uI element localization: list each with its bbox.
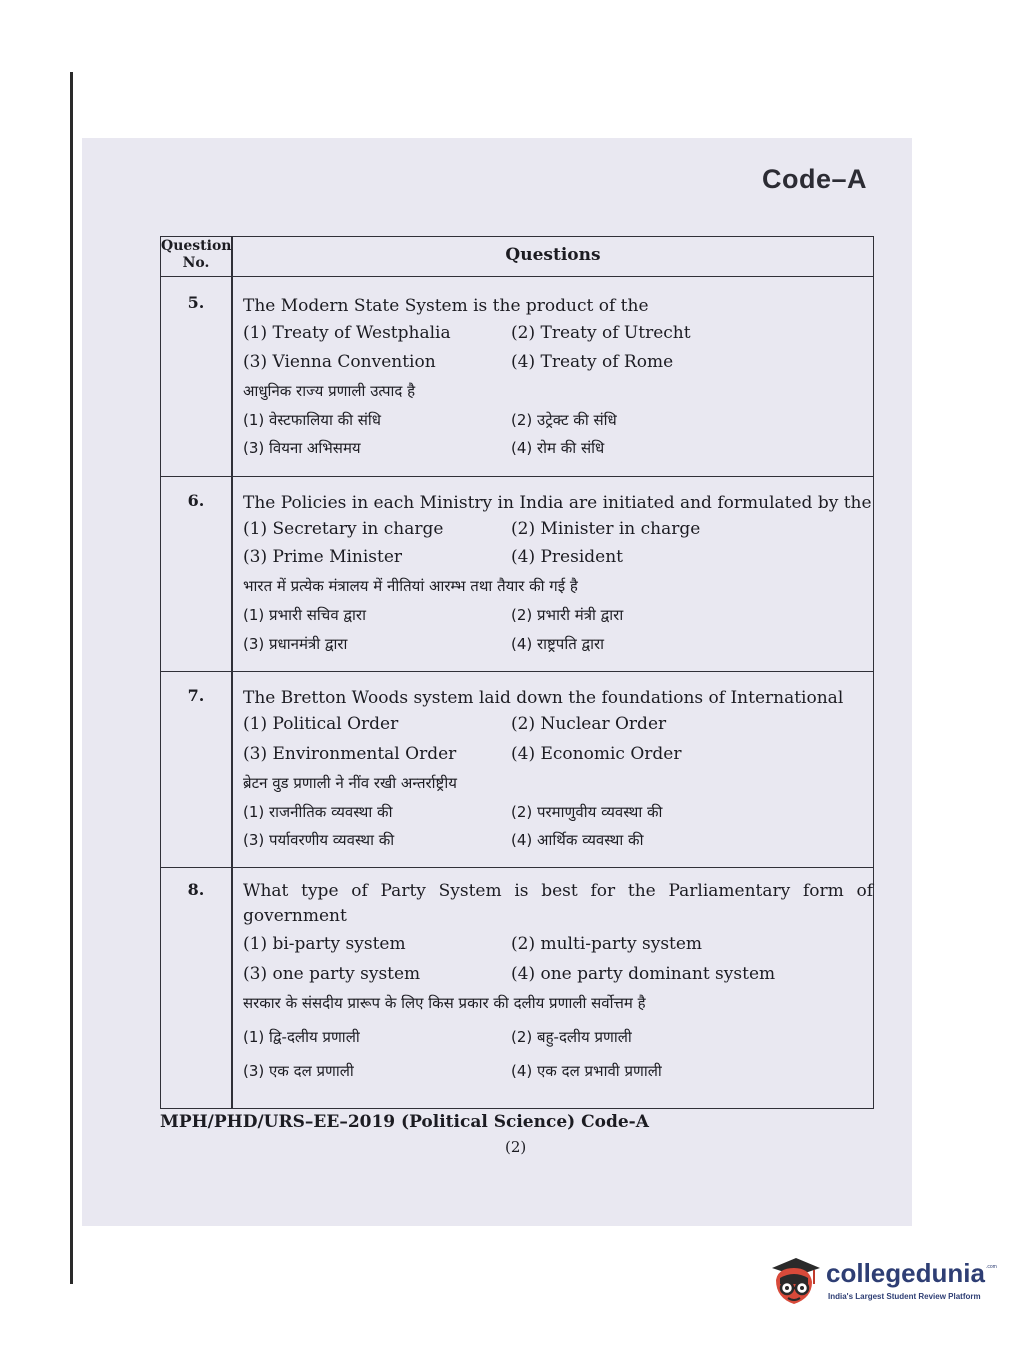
question-number: 5. xyxy=(187,293,205,312)
question-text-hindi: ब्रेटन वुड प्रणाली ने नींव रखी अन्तर्राष्ट्रीय xyxy=(243,774,457,792)
option-2-hindi: (2) प्रभारी मंत्री द्वारा xyxy=(511,606,624,624)
question-text-line-2: government xyxy=(243,906,347,926)
option-4: (4) President xyxy=(511,547,623,567)
option-1-hindi: (1) द्वि-दलीय प्रणाली xyxy=(243,1028,360,1046)
question-number: 7. xyxy=(187,686,205,705)
table-header xyxy=(161,237,873,277)
logo-wordmark: collegedunia xyxy=(826,1258,985,1288)
question-block-8 xyxy=(161,867,873,1108)
page-number: (2) xyxy=(505,1138,527,1156)
option-3-hindi: (3) वियना अभिसमय xyxy=(243,439,361,457)
question-text: The Modern State System is the product of the xyxy=(243,296,649,316)
option-1: (1) Secretary in charge xyxy=(243,519,444,539)
question-number: 8. xyxy=(187,880,205,899)
question-block-5 xyxy=(161,277,873,476)
option-1: (1) bi-party system xyxy=(243,934,406,954)
option-4-hindi: (4) राष्ट्रपति द्वारा xyxy=(511,635,605,653)
option-1-hindi: (1) राजनीतिक व्यवस्था की xyxy=(243,803,393,821)
question-text: The Policies in each Ministry in India are initiated and formulated by the xyxy=(243,493,872,513)
option-4: (4) one party dominant system xyxy=(511,964,776,984)
question-text-hindi: आधुनिक राज्य प्रणाली उत्पाद है xyxy=(243,382,416,400)
paper-code: Code–A xyxy=(762,164,868,194)
option-4-hindi: (4) एक दल प्रभावी प्रणाली xyxy=(511,1062,662,1080)
question-block-7 xyxy=(161,671,873,867)
option-4-hindi: (4) रोम की संधि xyxy=(511,439,605,457)
option-3-hindi: (3) प्रधानमंत्री द्वारा xyxy=(243,635,348,653)
option-1: (1) Political Order xyxy=(243,714,399,734)
option-2-hindi: (2) परमाणुवीय व्यवस्था की xyxy=(511,803,663,821)
option-3: (3) Vienna Convention xyxy=(243,352,436,372)
col-questions: Questions xyxy=(505,245,601,265)
question-number: 6. xyxy=(187,491,205,510)
col-question-no: Question No. xyxy=(161,238,232,271)
question-block-6 xyxy=(161,476,873,671)
option-4-hindi: (4) आर्थिक व्यवस्था की xyxy=(511,831,644,849)
question-text: The Bretton Woods system laid down the foundations of International xyxy=(243,688,844,708)
option-4: (4) Treaty of Rome xyxy=(511,352,674,372)
option-2: (2) Minister in charge xyxy=(511,519,701,539)
option-2-hindi: (2) बहु-दलीय प्रणाली xyxy=(511,1028,632,1046)
option-2: (2) Nuclear Order xyxy=(511,714,667,734)
option-3: (3) Prime Minister xyxy=(243,547,403,567)
question-text-hindi: भारत में प्रत्येक मंत्रालय में नीतियां आरम्भ तथा तैयार की गई है xyxy=(243,577,578,595)
option-1: (1) Treaty of Westphalia xyxy=(243,323,451,343)
logo-tld: .com xyxy=(986,1264,997,1270)
student-mascot-icon xyxy=(766,1254,822,1310)
option-2: (2) multi-party system xyxy=(511,934,703,954)
option-3: (3) Environmental Order xyxy=(243,744,457,764)
option-4: (4) Economic Order xyxy=(511,744,682,764)
scan-left-edge xyxy=(70,72,73,1284)
option-3-hindi: (3) एक दल प्रणाली xyxy=(243,1062,354,1080)
exam-footer: MPH/PHD/URS–EE–2019 (Political Science) Code-A xyxy=(160,1112,649,1132)
logo-tagline: India's Largest Student Review Platform xyxy=(828,1292,981,1301)
option-1-hindi: (1) प्रभारी सचिव द्वारा xyxy=(243,606,366,624)
option-1-hindi: (1) वेस्टफालिया की संधि xyxy=(243,411,382,429)
question-text-hindi: सरकार के संसदीय प्रारूप के लिए किस प्रकार की दलीय प्रणाली सर्वोत्तम है xyxy=(243,994,646,1012)
option-2-hindi: (2) उट्रेक्ट की संधि xyxy=(511,411,617,429)
option-3-hindi: (3) पर्यावरणीय व्यवस्था की xyxy=(243,831,395,849)
collegedunia-logo xyxy=(766,1252,996,1312)
option-3: (3) one party system xyxy=(243,964,421,984)
option-2: (2) Treaty of Utrecht xyxy=(511,323,691,343)
questions-table xyxy=(160,236,874,1109)
question-text-line-1: What type of Party System is best for the Parliamentary form of xyxy=(243,881,873,901)
